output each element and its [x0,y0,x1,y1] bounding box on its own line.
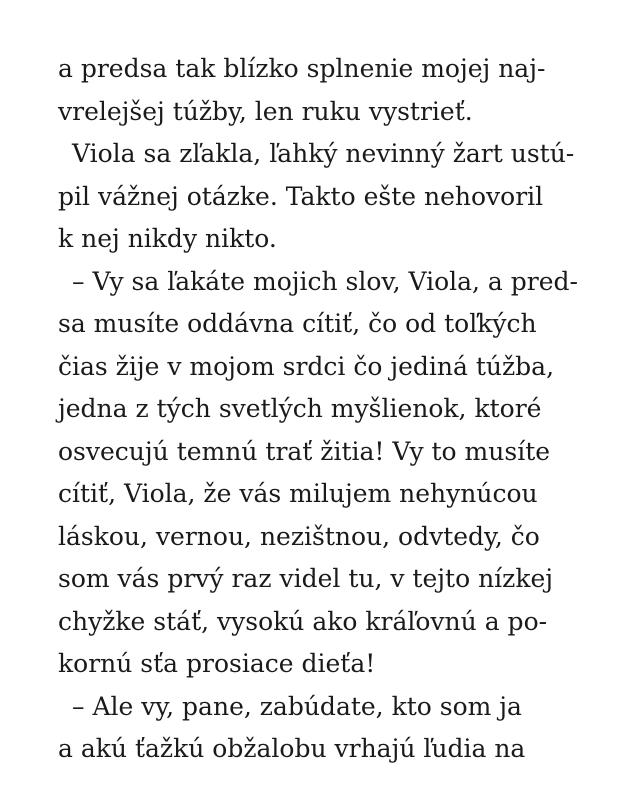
text-line: a akú ťažkú obžalobu vrhajú ľudia na [58,734,526,763]
text-line: k nej nikdy nikto. [58,224,277,253]
text-line: pil vážnej otázke. Takto ešte nehovoril [58,181,544,211]
text-line: osvecujú temnú trať žitia! Vy to musíte [58,436,551,466]
text-line: a predsa tak blízko splnenie mojej naj- [58,54,546,83]
text-line: láskou, vernou, nezištnou, odvtedy, čo [58,521,540,551]
text-line: Viola sa zľakla, ľahký nevinný žart ustú- [72,139,575,168]
text-line: chyžke stáť, vysokú ako kráľovnú a po- [58,606,548,636]
text-line: čias žije v mojom srdci čo jediná túžba, [58,351,555,381]
text-line: vrelejšej túžby, len ruku vystrieť. [58,96,473,126]
text-line: cítiť, Viola, že vás milujem nehynúcou [58,479,538,508]
text-line: som vás prvý raz videl tu, v tejto nízkej [58,564,554,593]
text-line: sa musíte oddávna cítiť, čo od toľkých [58,309,537,338]
text-line: kornú sťa prosiace dieťa! [58,649,376,678]
text-line: jedna z tých svetlých myšlienok, ktoré [58,394,542,423]
page-text [58,48,598,771]
text-line: – Vy sa ľakáte mojich slov, Viola, a pred- [72,266,578,296]
text-line: – Ale vy, pane, zabúdate, kto som ja [72,691,522,721]
